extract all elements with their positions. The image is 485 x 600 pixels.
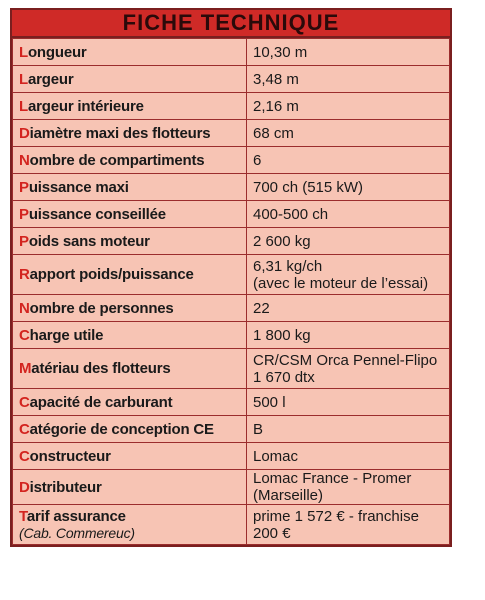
spec-value: [247, 39, 450, 66]
spec-value: [247, 295, 450, 322]
spec-value: [247, 228, 450, 255]
table-row: [13, 416, 450, 443]
table-row: [13, 147, 450, 174]
spec-value: [247, 322, 450, 349]
spec-value: [247, 443, 450, 470]
spec-value-text: 6,31 kg/ch: [253, 257, 323, 275]
spec-value-text: 1 800 kg: [253, 326, 311, 344]
spec-label-initial: C: [19, 393, 30, 411]
spec-value: [247, 201, 450, 228]
spec-value-text: 6: [253, 151, 262, 169]
spec-label-initial: C: [19, 447, 30, 465]
spec-value-text: Lomac France - Promer (Marseille): [253, 470, 412, 504]
spec-label-text: harge utile: [29, 326, 104, 344]
spec-label: [13, 389, 247, 416]
spec-label: [13, 255, 247, 295]
spec-value-text: 22: [253, 299, 270, 317]
spec-label-text: ombre de compartiments: [29, 151, 205, 169]
spec-label-initial: P: [19, 205, 29, 223]
spec-value: [247, 470, 450, 505]
table-row: [13, 93, 450, 120]
table-row: [13, 322, 450, 349]
spec-label-initial: T: [19, 507, 27, 525]
spec-label-initial: P: [19, 232, 29, 250]
spec-value: [247, 174, 450, 201]
spec-label-text: oids sans moteur: [28, 232, 150, 250]
spec-label-initial: D: [19, 478, 30, 496]
table-row: [13, 295, 450, 322]
spec-value: [247, 93, 450, 120]
table-row: [13, 228, 450, 255]
table-row: [13, 389, 450, 416]
spec-value-text: 10,30 m: [253, 43, 308, 61]
spec-value: [247, 255, 450, 295]
spec-label: [13, 120, 247, 147]
spec-sheet: [10, 8, 452, 547]
spec-value-text: 700 ch (515 kW): [253, 178, 364, 196]
spec-label: [13, 93, 247, 120]
spec-value: [247, 389, 450, 416]
spec-label-initial: L: [19, 70, 28, 88]
spec-value-text: Lomac: [253, 447, 299, 465]
spec-label-text: apacité de carburant: [29, 393, 173, 411]
spec-value-text: 500 l: [253, 393, 286, 411]
spec-label: [13, 147, 247, 174]
spec-label-text: argeur: [27, 70, 74, 88]
spec-value-note: (avec le moteur de l’essai): [253, 274, 429, 292]
spec-value-text: 68 cm: [253, 124, 294, 142]
spec-label-initial: N: [19, 299, 30, 317]
spec-label-text: ongueur: [27, 43, 87, 61]
spec-label: [13, 201, 247, 228]
table-row: [13, 39, 450, 66]
spec-value-text: CR/CSM Orca Pennel-Flipo: [253, 351, 438, 369]
spec-label-text: argeur intérieure: [27, 97, 144, 115]
spec-label-text: uissance maxi: [28, 178, 129, 196]
spec-value-text: B: [253, 420, 264, 438]
spec-value: [247, 120, 450, 147]
spec-label-initial: P: [19, 178, 29, 196]
spec-value: [247, 66, 450, 93]
table-row: [13, 505, 450, 545]
spec-label: [13, 39, 247, 66]
spec-label: [13, 349, 247, 389]
spec-label-text: apport poids/puissance: [29, 266, 194, 283]
sheet-title: FICHE TECHNIQUE: [12, 10, 450, 38]
spec-label-initial: R: [19, 266, 30, 283]
spec-label-text: atériau des flotteurs: [31, 360, 171, 377]
spec-label-text: arif assurance: [26, 507, 126, 525]
spec-label-text: ombre de personnes: [29, 299, 174, 317]
spec-label-text: atégorie de conception CE: [29, 420, 214, 438]
spec-value-text: 3,48 m: [253, 70, 299, 88]
table-row: [13, 470, 450, 505]
spec-value: [247, 505, 450, 545]
spec-label-text: onstructeur: [29, 447, 111, 465]
spec-label: [13, 66, 247, 93]
spec-label: [13, 295, 247, 322]
table-row: [13, 120, 450, 147]
spec-table-body: [13, 39, 450, 545]
spec-label: [13, 228, 247, 255]
spec-value-text: 400-500 ch: [253, 205, 329, 223]
spec-label: [13, 416, 247, 443]
spec-label: [13, 470, 247, 505]
table-row: [13, 443, 450, 470]
spec-label-note: (Cab. Commereuc): [19, 524, 135, 541]
table-row: [13, 349, 450, 389]
spec-label-initial: M: [19, 360, 32, 377]
table-row: [13, 201, 450, 228]
spec-label-initial: L: [19, 97, 28, 115]
spec-label-text: istributeur: [29, 478, 102, 496]
spec-label-initial: D: [19, 124, 30, 142]
spec-label: [13, 505, 247, 545]
spec-table: [12, 38, 450, 545]
spec-label-initial: N: [19, 151, 30, 169]
spec-label: [13, 174, 247, 201]
spec-label: [13, 443, 247, 470]
spec-value-note: 1 670 dtx: [253, 368, 315, 386]
spec-value-text: 2,16 m: [253, 97, 299, 115]
spec-value-text: prime 1 572 € - franchise 200 €: [253, 507, 419, 542]
table-row: [13, 174, 450, 201]
spec-label: [13, 322, 247, 349]
spec-label-text: uissance conseillée: [28, 205, 166, 223]
spec-value-text: 2 600 kg: [253, 232, 311, 250]
spec-label-initial: L: [19, 43, 28, 61]
spec-label-initial: C: [19, 420, 30, 438]
table-row: [13, 255, 450, 295]
spec-value: [247, 147, 450, 174]
spec-label-initial: C: [19, 326, 30, 344]
spec-value: [247, 416, 450, 443]
spec-value: [247, 349, 450, 389]
spec-label-text: iamètre maxi des flotteurs: [29, 124, 211, 142]
table-row: [13, 66, 450, 93]
